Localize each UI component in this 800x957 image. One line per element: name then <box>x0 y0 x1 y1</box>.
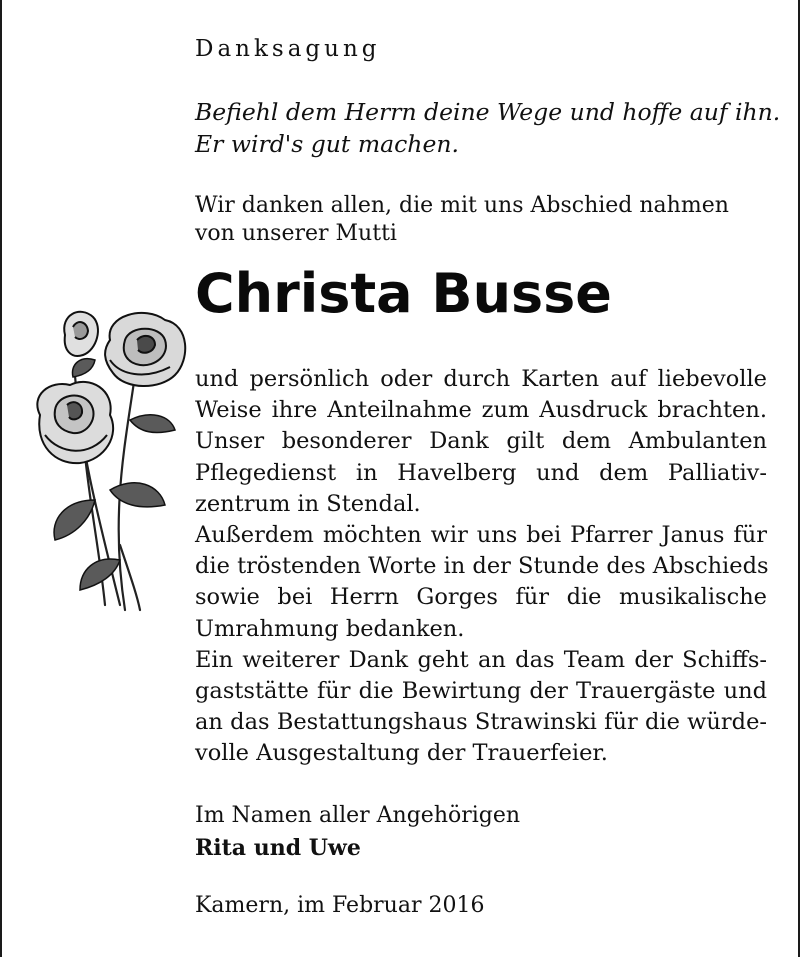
verse-line: Befiehl dem Herrn deine Wege und hoffe auf ihn. <box>195 98 781 126</box>
intro-text <box>195 192 729 248</box>
signers: Rita und Uwe <box>195 835 361 861</box>
body-line: gaststätte für die Bewirtung der Trauergäste und <box>195 678 767 705</box>
body-line: Weise ihre Anteilnahme zum Ausdruck brachten. <box>195 397 767 424</box>
roses-icon <box>25 305 195 620</box>
intro-line: Wir danken allen, die mit uns Abschied nahmen <box>195 193 729 218</box>
body-line: Pflegedienst in Havelberg und dem Palliativ- <box>195 459 767 486</box>
body-line: an das Bestattungshaus Strawinski für die würde- <box>195 709 767 736</box>
body-line: Umrahmung bedanken. <box>195 615 465 642</box>
body-line: Außerdem möchten wir uns bei Pfarrer Janus für <box>195 522 767 549</box>
body-line: und persönlich oder durch Karten auf liebevolle <box>195 366 767 392</box>
left-border <box>0 0 2 957</box>
place-date: Kamern, im Februar 2016 <box>195 893 485 918</box>
body-line: zentrum in Stendal. <box>195 490 421 517</box>
verse-line: Er wird's gut machen. <box>195 130 459 158</box>
bible-verse <box>195 96 780 160</box>
notice-heading: Danksagung <box>195 36 381 62</box>
body-line: sowie bei Herrn Gorges für die musikalische <box>195 584 767 611</box>
body-line: Ein weiterer Dank geht an das Team der Schiffs- <box>195 646 767 673</box>
deceased-name: Christa Busse <box>195 262 612 325</box>
body-line: Unser besonderer Dank gilt dem Ambulanten <box>195 428 767 455</box>
body-line: volle Ausgestaltung der Trauerfeier. <box>195 740 608 767</box>
body-line: die tröstenden Worte in der Stunde des Abschieds <box>195 553 769 580</box>
intro-line: von unserer Mutti <box>195 221 397 246</box>
body-text <box>195 364 767 770</box>
signoff <box>195 800 520 864</box>
signoff-line: Im Namen aller Angehörigen <box>195 803 521 828</box>
